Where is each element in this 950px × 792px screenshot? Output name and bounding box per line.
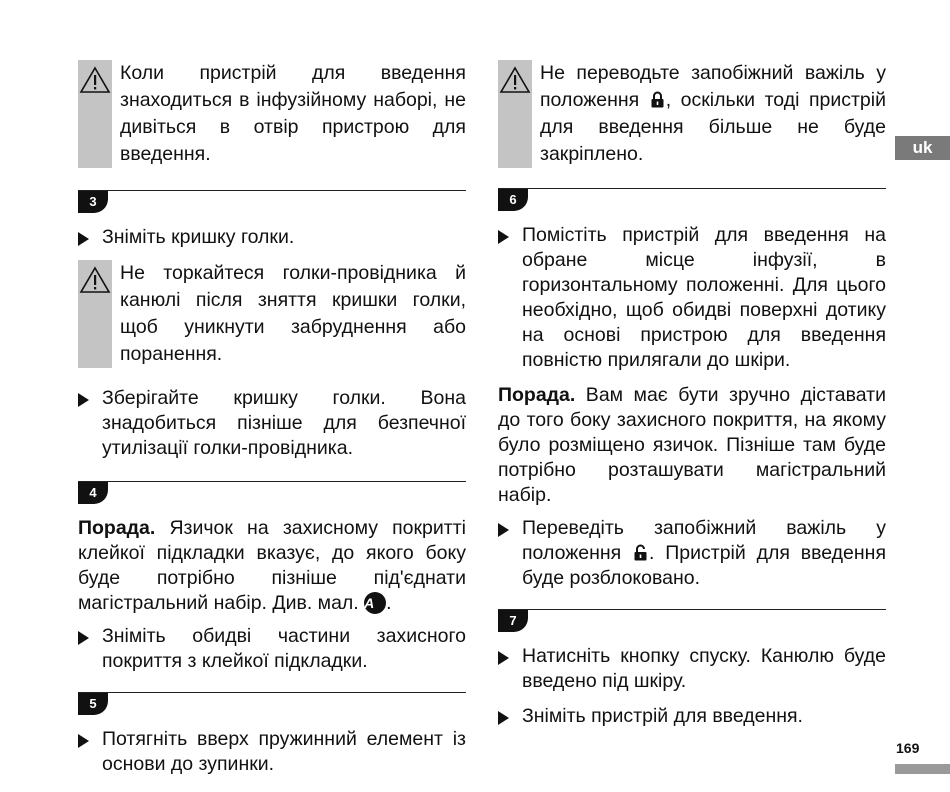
instruction-item: Зніміть обидві частини захисного покриття з клейкої підкладки. bbox=[78, 624, 466, 674]
warning-text: Не торкайтеся голки-провідника й канюлі після зняття кришки голки, щоб уникнути забруднення або поранення. bbox=[120, 262, 466, 365]
locked-padlock-icon bbox=[651, 91, 664, 108]
step-number: 4 bbox=[78, 482, 108, 504]
tip-paragraph bbox=[78, 516, 466, 616]
instruction-item: Потягніть вверх пружинний елемент із основи до зупинки. bbox=[78, 727, 466, 777]
step-number: 7 bbox=[498, 610, 528, 632]
warning-icon bbox=[79, 266, 111, 294]
instruction-item: Зніміть кришку голки. bbox=[78, 225, 466, 250]
page-number: 169 bbox=[896, 740, 920, 756]
step-number: 3 bbox=[78, 191, 108, 213]
warning-text bbox=[540, 60, 886, 168]
figure-ref-badge: A bbox=[364, 592, 386, 614]
warning-icon bbox=[499, 66, 531, 94]
step-number: 5 bbox=[78, 693, 108, 715]
warning-text-part: , оскільки тоді пристрій для введення більше не буде закріплено. bbox=[540, 89, 887, 165]
tip-label: Порада. bbox=[498, 384, 576, 406]
tip-end: . bbox=[386, 592, 392, 614]
instruction-item: Зберігайте кришку голки. Вона знадобиться пізніше для безпечної утилізації голки-провідника. bbox=[78, 386, 466, 461]
warning-text-part: Не переводьте запобіжний важіль у положення bbox=[540, 62, 886, 111]
tip-label: Порада. bbox=[78, 517, 156, 539]
warning-box bbox=[78, 260, 466, 368]
left-column bbox=[78, 60, 466, 787]
instruction-text-part: Переведіть запобіжний важіль у положення bbox=[522, 517, 886, 564]
tip-text: Язичок на захисному покритті клейкої підкладки вказує, до якого боку буде потрібно пізніше під'єднати магістральний набір. Див. мал. bbox=[78, 517, 466, 614]
instruction-text-part: . Пристрій для введення буде розблоковано. bbox=[522, 542, 887, 589]
warning-box bbox=[498, 60, 886, 168]
step-header bbox=[78, 190, 466, 219]
step-header bbox=[78, 692, 466, 721]
warning-box bbox=[78, 60, 466, 168]
instruction-item: Зніміть пристрій для введення. bbox=[498, 704, 886, 729]
step-header bbox=[498, 188, 886, 217]
warning-icon bbox=[79, 66, 111, 94]
tip-text: Вам має бути зручно діставати до того боку захисного покриття, на якому було розміщено язичок. Пізніше там буде потрібно розташувати магістральний набір. bbox=[498, 384, 886, 506]
warning-text: Коли пристрій для введення знаходиться в інфузійному наборі, не дивіться в отвір пристрою для введення. bbox=[120, 62, 466, 165]
step-header bbox=[498, 609, 886, 638]
step-number: 6 bbox=[498, 189, 528, 211]
instruction-item: Помістіть пристрій для введення на обране місце інфузії, в горизонтальному положенні. Для цього необхідно, щоб обидві поверхні дотику на основі пристрою для введення повністю прилягали до шкіри. bbox=[498, 223, 886, 373]
tip-paragraph bbox=[498, 383, 886, 508]
unlocked-padlock-icon bbox=[634, 544, 647, 561]
language-tab: uk bbox=[895, 136, 950, 160]
page-bar bbox=[895, 764, 950, 774]
instruction-item: Натисніть кнопку спуску. Канюлю буде введено під шкіру. bbox=[498, 644, 886, 694]
right-column bbox=[498, 60, 886, 739]
step-header bbox=[78, 481, 466, 510]
instruction-item bbox=[498, 516, 886, 591]
